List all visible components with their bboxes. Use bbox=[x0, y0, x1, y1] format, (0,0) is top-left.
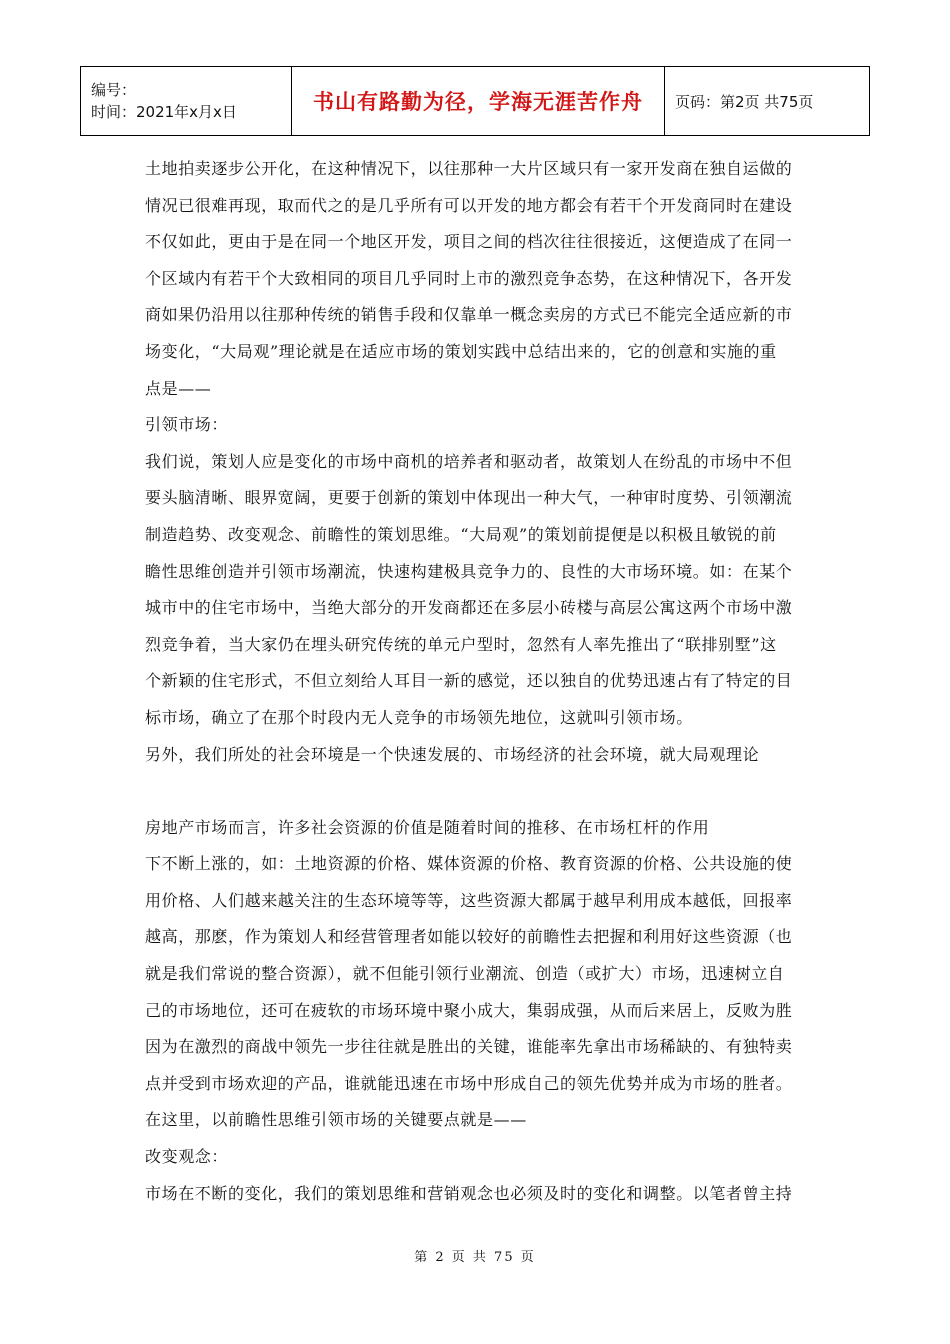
text-line: 房地产市场而言，许多社会资源的价值是随着时间的推移、在市场杠杆的作用 bbox=[145, 817, 710, 837]
text-line: 土地拍卖逐步公开化，在这种情况下，以往那种一大片区域只有一家开发商在独自运做的 bbox=[145, 159, 793, 178]
motto: 书山有路勤为径，学海无涯苦作舟 bbox=[313, 90, 643, 114]
section-heading: 改变观念： bbox=[145, 1147, 229, 1167]
text-line: 制造趋势、改变观念、前瞻性的策划思维。“大局观”的策划前提便是以积极且敏锐的前 bbox=[145, 524, 777, 544]
section-heading: 引领市场： bbox=[145, 415, 229, 435]
text-line: 我们说，策划人应是变化的市场中商机的培养者和驱动者，故策划人在纷乱的市场中不但 bbox=[145, 451, 793, 471]
text-line: 在这里，以前瞻性思维引领市场的关键要点就是—— bbox=[145, 1110, 527, 1130]
code-label: 编号： bbox=[91, 81, 137, 99]
text-line: 点是—— bbox=[145, 378, 212, 398]
header-meta bbox=[81, 67, 292, 136]
text-line: 标市场，确立了在那个时段内无人竞争的市场领先地位，这就叫引领市场。 bbox=[145, 707, 693, 727]
text-line: 情况已很难再现，取而代之的是几乎所有可以开发的地方都会有若干个开发商同时在建设 bbox=[145, 195, 793, 215]
page-footer: 第 2 页 共 75 页 bbox=[414, 1250, 536, 1265]
text-line: 用价格、人们越来越关注的生态环境等等，这些资源大都属于越早利用成本越低，回报率 bbox=[145, 890, 793, 910]
text-line: 就是我们常说的整合资源），就不但能引领行业潮流、创造（或扩大）市场，迅速树立自 bbox=[145, 964, 785, 984]
text-line: 不仅如此，更由于是在同一个地区开发，项目之间的档次往往很接近，这便造成了在同一 bbox=[145, 232, 793, 252]
text-line: 下不断上涨的，如：土地资源的价格、媒体资源的价格、教育资源的价格、公共设施的使 bbox=[145, 854, 793, 874]
document-body bbox=[145, 151, 813, 1212]
text-line: 场变化，“大局观”理论就是在适应市场的策划实践中总结出来的，它的创意和实施的重 bbox=[145, 341, 777, 361]
header-motto-cell bbox=[292, 67, 665, 136]
text-line: 要头脑清晰、眼界宽阔，更要于创新的策划中体现出一种大气，一种审时度势、引领潮流 bbox=[145, 488, 793, 508]
text-line: 越高，那麽，作为策划人和经营管理者如能以较好的前瞻性去把握和利用好这些资源（也 bbox=[145, 927, 793, 947]
text-line: 个区域内有若干个大致相同的项目几乎同时上市的激烈竞争态势，在这种情况下，各开发 bbox=[145, 268, 793, 288]
text-line: 因为在激烈的商战中领先一步往往就是胜出的关键，谁能率先拿出市场稀缺的、有独特卖 bbox=[145, 1037, 793, 1057]
text-line: 商如果仍沿用以往那种传统的销售手段和仅靠单一概念卖房的方式已不能完全适应新的市 bbox=[145, 305, 793, 325]
text-line: 城市中的住宅市场中，当绝大部分的开发商都还在多层小砖楼与高层公寓这两个市场中激 bbox=[145, 598, 793, 618]
text-line: 个新颖的住宅形式，不但立刻给人耳目一新的感觉，还以独自的优势迅速占有了特定的目 bbox=[145, 671, 793, 691]
text-line: 瞻性思维创造并引领市场潮流，快速构建极具竞争力的、良性的大市场环境。如：在某个 bbox=[145, 561, 793, 581]
text-line: 另外，我们所处的社会环境是一个快速发展的、市场经济的社会环境，就大局观理论 bbox=[145, 744, 760, 764]
text-line: 市场在不断的变化，我们的策划思维和营销观念也必须及时的变化和调整。以笔者曾主持 bbox=[145, 1183, 793, 1203]
text-line: 己的市场地位，还可在疲软的市场环境中聚小成大，集弱成强，从而后来居上，反败为胜 bbox=[145, 1000, 793, 1020]
text-line: 点并受到市场欢迎的产品，谁就能迅速在市场中形成自己的领先优势并成为市场的胜者。 bbox=[145, 1073, 793, 1093]
paragraph-gap bbox=[145, 773, 813, 810]
text-line: 烈竞争着，当大家仍在埋头研究传统的单元户型时，忽然有人率先推出了“联排别墅”这 bbox=[145, 634, 777, 654]
page-header bbox=[80, 66, 870, 136]
time-label: 时间：2021年x月x日 bbox=[91, 103, 237, 121]
header-page-info: 页码：第2页 共75页 bbox=[665, 67, 870, 136]
